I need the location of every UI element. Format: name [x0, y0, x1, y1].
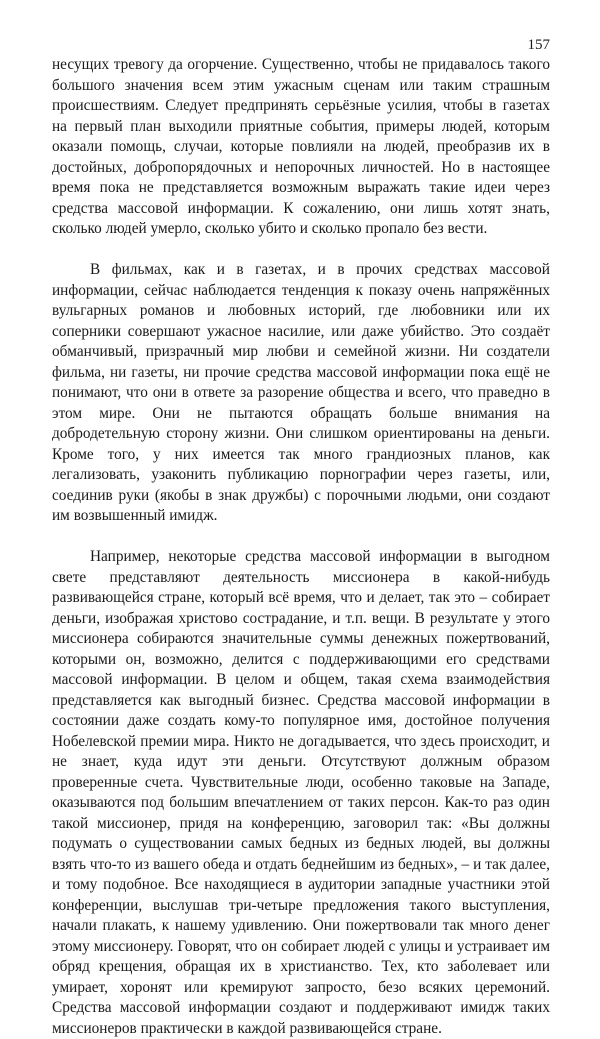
paragraph-1: несущих тревогу да огорчение. Существенно, чтобы не придавалось такого большого значения всем этим ужасным сценам или таким страшным происшествиям. Следует предпринять серьёзные усилия, чтобы в газетах на первый план выходили приятные события, примеры людей, которым оказали помощь, случаи, которые повлияли на людей, преобразив их в достойных, добропорядочных и непорочных личностей. Но в настоящее время пока не представляется возможным выражать такие идеи через средства массовой информации. К сожалению, они лишь хотят знать, сколько людей умерло, сколько убито и сколько пропало без вести. — [52, 56, 550, 237]
paragraph-3: Например, некоторые средства массовой информации в выгодном свете представляют деятельность миссионера в какой-нибудь развивающейся стране, который всё время, что и делает, так это – собирает деньги, изображая христово сострадание, и т.п. вещи. В результате у этого миссионера собираются значительные суммы денежных пожертвований, которыми он, возможно, делится с поддерживающими его средствами массовой информации. В целом и общем, такая схема взаимодействия представляется как выгодный бизнес. Средства массовой информации в состоянии даже создать кому-то популярное имя, достойное получения Нобелевской премии мира. Никто не догадывается, что здесь происходит, и не знает, куда идут эти деньги. Отсутствуют должным образом проверенные счета. Чувствительные люди, особенно таковые на Западе, оказываются под большим впечатлением от таких персон. Как-то раз один такой миссионер, придя на конференцию, заговорил так: «Вы должны подумать о существовании самых бедных из бедных людей, вы должны взять что-то из вашего обеда и отдать беднейшим из бедных», – и так далее, и тому подобное. Все находящиеся в аудитории западные участники этой конференции, выслушав три-четыре предложения такого выступления, начали плакать, к нашему удивлению. Они пожертвовали так много денег этому миссионеру. Говорят, что он собирает людей с улицы и устраивает им обряд крещения, обращая их в христианство. Тех, кто заболевает или умирает, хоронят или кремируют запросто, безо всяких церемоний. Средства массовой информации создают и поддерживают имидж таких миссионеров практически в каждой развивающейся стране. — [52, 548, 550, 1037]
paragraph-2: В фильмах, как и в газетах, и в прочих средствах массовой информации, сейчас наблюдается тенденция к показу очень напряжённых вульгарных романов и любовных историй, где любовники или их соперники совершают ужасное насилие, или даже убийство. Это создаёт обманчивый, призрачный мир любви и семейной жизни. Ни создатели фильма, ни газеты, ни прочие средства массовой информации пока ещё не понимают, что они в ответе за разорение общества и всего, что праведно в этом мире. Они не пытаются обращать больше внимания на добродетельную сторону жизни. Они слишком ориентированы на деньги. Кроме того, у них имеется так много грандиозных планов, как легализовать, узаконить публикацию порнографии через газеты, или, соединив руки (якобы в знак дружбы) с порочными людьми, они создают им возвышенный имидж. — [52, 261, 550, 524]
page-number: 157 — [527, 37, 550, 53]
body-text — [52, 55, 550, 1039]
